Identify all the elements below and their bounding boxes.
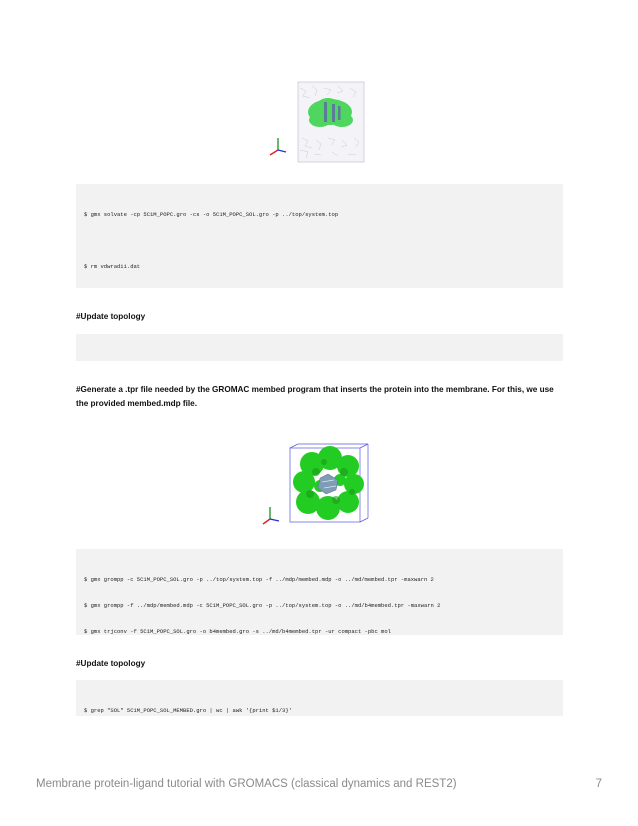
section-heading-generate-tpr: #Generate a .tpr file needed by the GROMAC membed program that inserts the protein into the membrane. For this, we use the provided membed.mdp file.: [76, 385, 554, 408]
code-line: $ gmx solvate -cp 5C1M_POPC.gro -cs -o 5C1M_POPC_SOL.gro -p ../top/system.top: [84, 211, 339, 219]
code-line: $ rm vdwradii.dat: [84, 262, 141, 270]
page-number: 7: [595, 778, 602, 790]
axes-icon: [263, 507, 279, 524]
section-heading-update-topology-2: #Update topology: [76, 659, 146, 668]
code-line: $ gmx trjconv -f 5C1M_POPC_SOL.gro -o b4membed.gro -s ../md/b4membed.tpr -ur compact -pbc mol: [84, 627, 391, 635]
axes-icon: [270, 138, 286, 155]
code-block-grep-counts: [76, 680, 563, 716]
figure-solvated-system: [262, 76, 372, 164]
footer-title: Membrane protein-ligand tutorial with GROMACS (classical dynamics and REST2): [36, 778, 457, 790]
code-block-membed: [76, 549, 563, 635]
code-line: [84, 237, 555, 246]
section-heading-update-topology: #Update topology: [76, 312, 146, 321]
code-line: $ grep "SOL" 5C1M_POPC_SOL_MEMBED.gro | wc | awk '{print $1/3}': [84, 707, 292, 715]
membrane-solvated-system-image: [262, 76, 372, 164]
code-block-include: [76, 334, 563, 361]
figure-protein-membrane: [260, 442, 378, 528]
protein-membrane-box-image: [260, 442, 378, 528]
code-line: $ gmx grompp -f ../mdp/membed.mdp -c 5C1M_POPC_SOL.gro -p ../top/system.top -o ../md/b4membed.tpr -maxwarn 2: [84, 601, 441, 609]
page-footer: [36, 778, 602, 790]
code-line: $ gmx grompp -c 5C1M_POPC_SOL.gro -p ../top/system.top -f ../mdp/membed.mdp -o ../md/membed.tpr -maxwarn 2: [84, 576, 434, 584]
code-block-solvate: [76, 184, 563, 288]
